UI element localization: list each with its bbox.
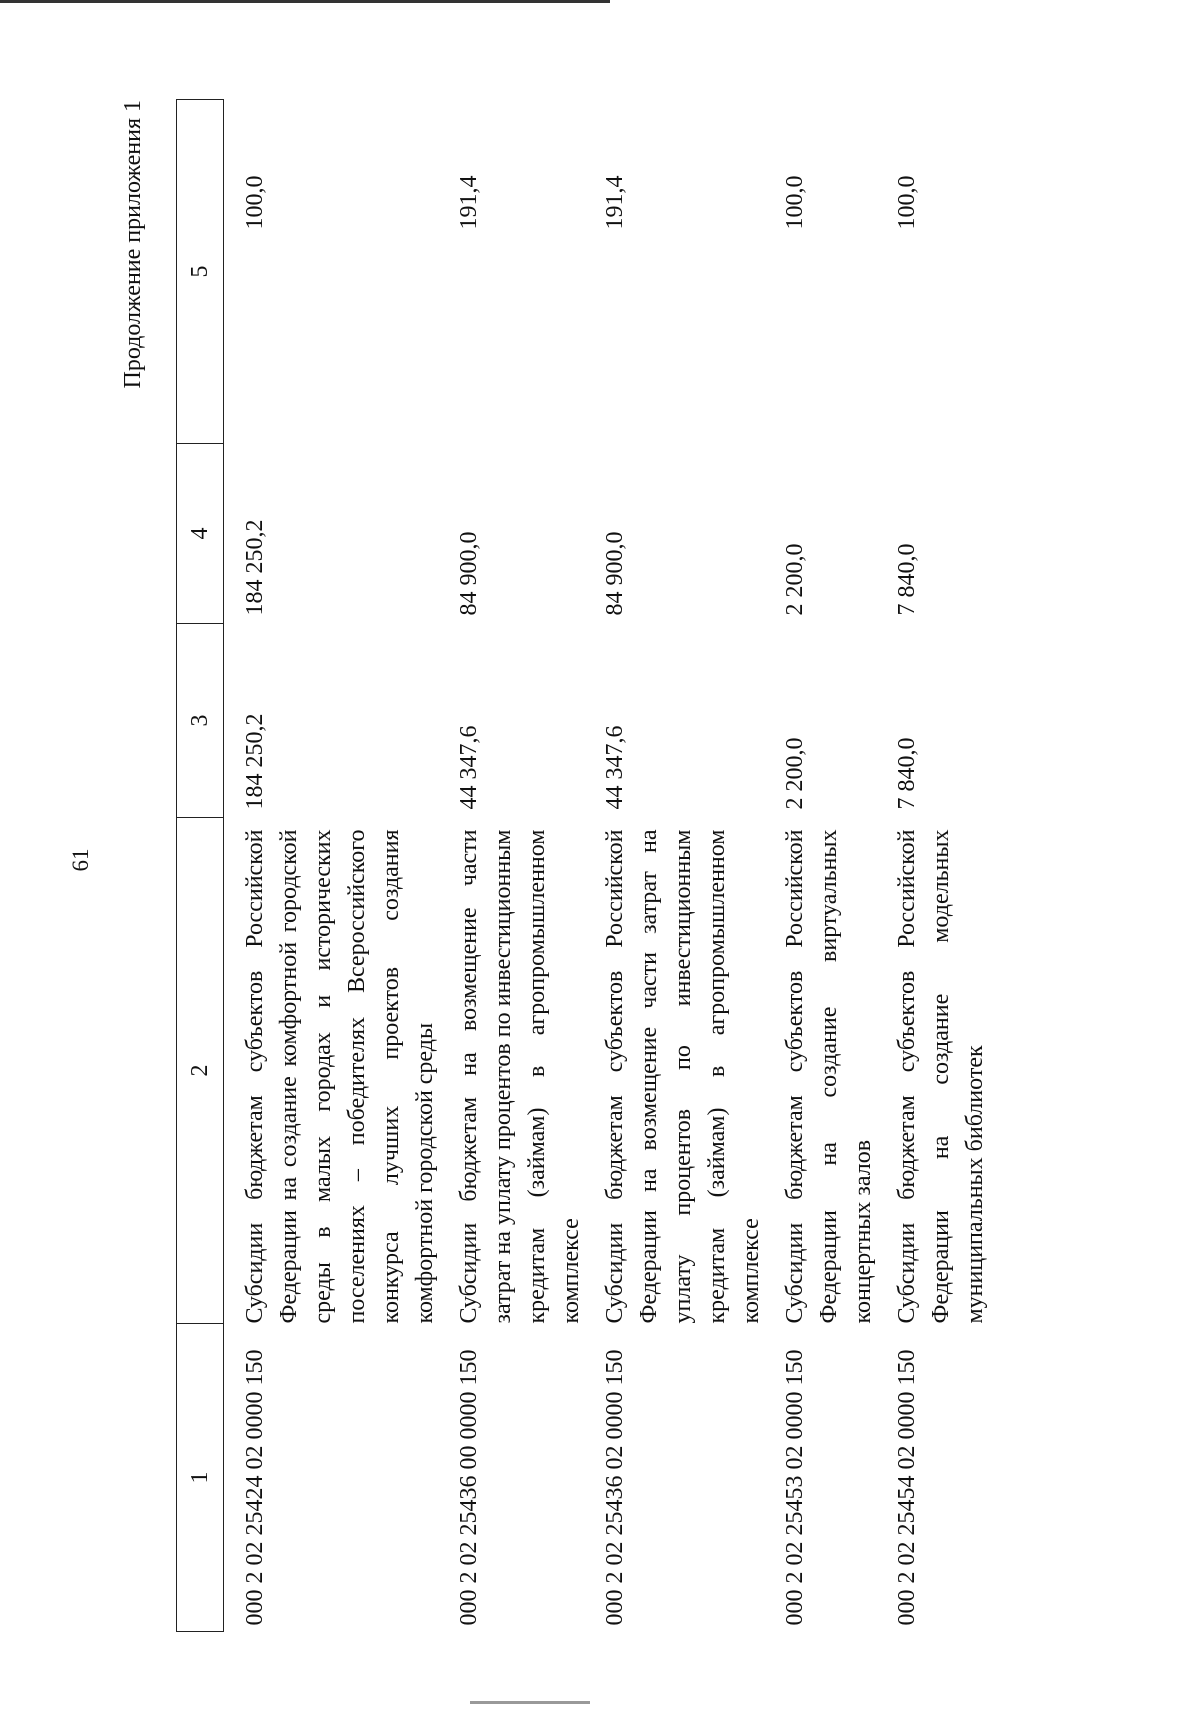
header-col-5: 5 (177, 100, 224, 444)
value-col-3: 2 200,0 (782, 737, 808, 810)
value-col-5: 100,0 (782, 175, 808, 230)
budget-code: 000 2 02 25436 00 0000 150 (456, 1349, 482, 1626)
value-col-5: 100,0 (242, 175, 268, 230)
header-row (177, 100, 224, 1632)
value-col-5: 191,4 (602, 175, 628, 230)
value-col-4: 84 900,0 (602, 531, 628, 616)
value-col-4: 7 840,0 (894, 543, 920, 616)
row-description: Субсидии бюджетам субъектов Российской Федерации на создание комфортной городской среды в малых городах и исторических поселениях – победителях Всероссийского конкурса лучших проектов создания комфортной городской среды (242, 829, 438, 1324)
header-col-4: 4 (177, 444, 224, 624)
value-col-3: 7 840,0 (894, 737, 920, 810)
value-col-5: 191,4 (456, 175, 482, 230)
table-header (177, 100, 224, 1632)
continuation-label: Продолжение приложения 1 (120, 100, 146, 389)
header-col-2: 2 (177, 818, 224, 1324)
budget-code: 000 2 02 25424 02 0000 150 (242, 1349, 268, 1626)
value-col-3: 44 347,6 (456, 725, 482, 810)
table-body (224, 100, 1003, 1632)
table-row (452, 100, 598, 1632)
table-row (224, 100, 453, 1632)
budget-code: 000 2 02 25436 02 0000 150 (602, 1349, 628, 1626)
header-col-1: 1 (177, 1324, 224, 1632)
value-col-3: 44 347,6 (602, 725, 628, 810)
header-col-3: 3 (177, 624, 224, 818)
page-number: 61 (68, 848, 93, 872)
value-col-4: 2 200,0 (782, 543, 808, 616)
row-description: Субсидии бюджетам субъектов Российской Федерации на создание модельных муниципальных библиотек (894, 829, 988, 1324)
table-row (598, 100, 778, 1632)
value-col-4: 184 250,2 (242, 519, 268, 616)
appendix-table (176, 99, 1002, 1632)
budget-code: 000 2 02 25453 02 0000 150 (782, 1349, 808, 1626)
budget-code: 000 2 02 25454 02 0000 150 (894, 1349, 920, 1626)
row-description: Субсидии бюджетам субъектов Российской Федерации на возмещение части затрат на уплату процентов по инвестиционным кредитам (займам) в агропромышленном комплексе (602, 829, 764, 1324)
value-col-4: 84 900,0 (456, 531, 482, 616)
row-description: Субсидии бюджетам на возмещение части затрат на уплату процентов по инвестиционным кредитам (займам) в агропромышленном комплексе (456, 829, 584, 1324)
value-col-5: 100,0 (894, 175, 920, 230)
table-row (778, 100, 890, 1632)
row-description: Субсидии бюджетам субъектов Российской Федерации на создание виртуальных концертных залов (782, 829, 876, 1324)
table-row (890, 100, 1002, 1632)
value-col-3: 184 250,2 (242, 713, 268, 810)
